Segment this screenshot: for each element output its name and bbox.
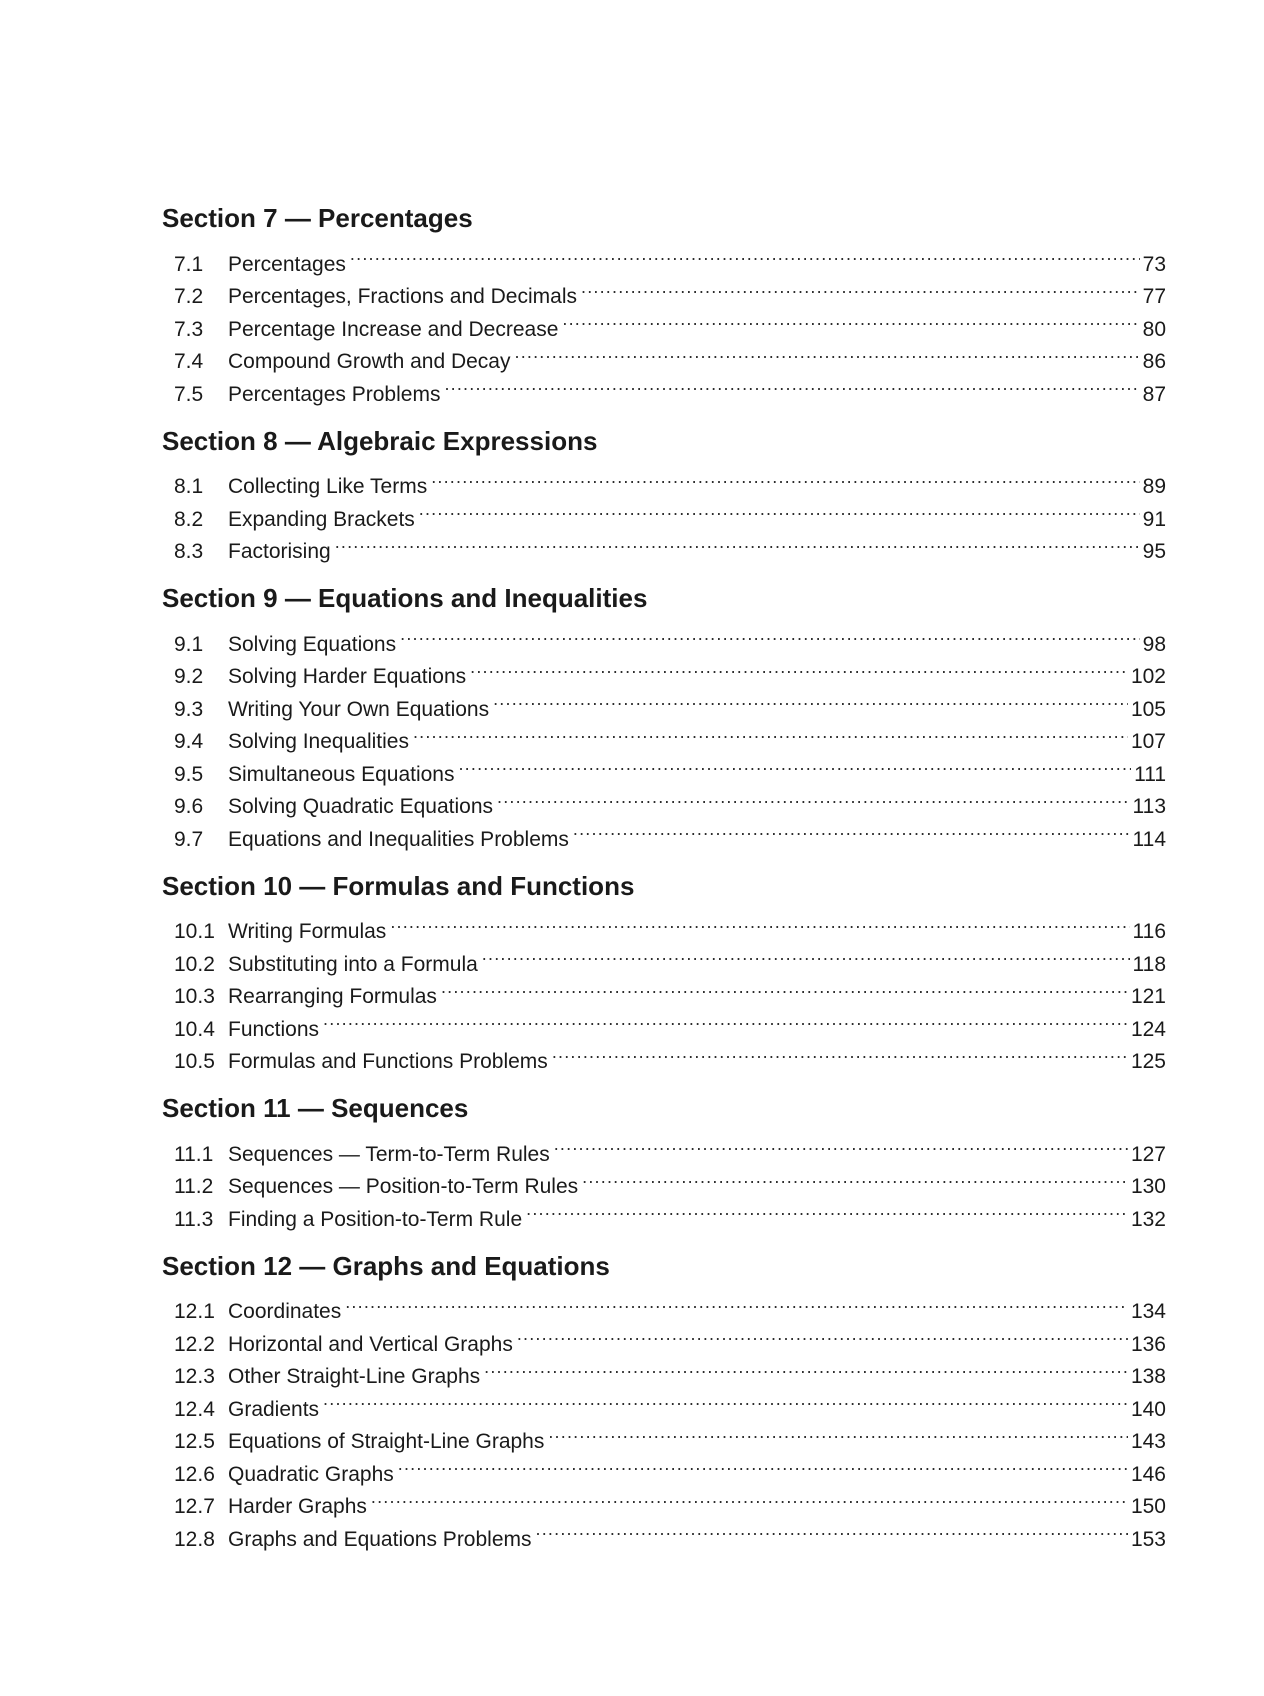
dot-leader — [562, 303, 1139, 336]
dot-leader — [323, 1003, 1128, 1036]
entry-label: Equations and Inequalities Problems — [228, 827, 569, 851]
dot-leader — [390, 906, 1129, 939]
dot-leader — [582, 1161, 1128, 1194]
entry-number: 9.2 — [174, 665, 204, 688]
dot-leader — [484, 1351, 1128, 1384]
entry-page: 116 — [1132, 920, 1166, 943]
entry-number: 12.5 — [174, 1430, 215, 1453]
entry-number: 7.5 — [174, 382, 204, 406]
entry-label: Substituting into a Formula — [228, 952, 478, 976]
entry-label: Graphs and Equations Problems — [228, 1527, 532, 1551]
entry-number: 10.3 — [174, 985, 215, 1008]
entry-number: 9.7 — [174, 827, 204, 851]
entry-label: Formulas and Functions Problems — [228, 1050, 548, 1073]
dot-leader — [400, 618, 1140, 651]
entry-label: Sequences — Position-to-Term Rules — [228, 1175, 579, 1198]
entry-label: Harder Graphs — [228, 1495, 367, 1518]
entry-page: 95 — [1142, 540, 1166, 563]
toc-entry — [162, 1128, 1166, 1166]
entry-number: 10.2 — [174, 952, 215, 976]
entry-page: 132 — [1130, 1207, 1166, 1231]
entry-page: 118 — [1132, 952, 1166, 976]
entry-number: 8.3 — [174, 540, 204, 563]
entry-number: 11.1 — [174, 1142, 214, 1166]
entry-page: 105 — [1130, 697, 1166, 721]
entry-label: Percentages Problems — [228, 382, 441, 406]
dot-leader — [441, 971, 1128, 1004]
toc-entry — [162, 906, 1166, 943]
dot-leader — [458, 748, 1131, 781]
entry-list — [162, 906, 1166, 1073]
dot-leader — [548, 1416, 1128, 1449]
entry-label: Equations of Straight-Line Graphs — [228, 1430, 545, 1453]
dot-leader — [536, 1513, 1128, 1546]
dot-leader — [345, 1286, 1128, 1319]
entry-page: 124 — [1130, 1017, 1166, 1041]
toc-section-8 — [162, 421, 1166, 563]
toc-entry — [162, 461, 1166, 498]
entry-number: 7.1 — [174, 252, 204, 276]
section-title: Section 10 — Formulas and Functions — [162, 870, 635, 901]
dot-leader — [581, 271, 1140, 304]
toc-entry — [162, 618, 1166, 656]
dot-leader — [517, 1318, 1128, 1351]
entry-page: 107 — [1130, 730, 1166, 753]
dot-leader — [323, 1383, 1128, 1416]
entry-label: Gradients — [228, 1397, 320, 1421]
entry-label: Writing Your Own Equations — [228, 697, 490, 721]
entry-page: 73 — [1142, 252, 1166, 276]
dot-leader — [431, 461, 1139, 494]
entry-number: 12.6 — [174, 1462, 215, 1486]
entry-label: Factorising — [228, 540, 331, 563]
section-title: Section 8 — Algebraic Expressions — [162, 425, 598, 456]
entry-number: 12.8 — [174, 1527, 215, 1551]
entry-number: 9.5 — [174, 762, 204, 786]
entry-list — [162, 238, 1166, 406]
entry-label: Solving Inequalities — [228, 730, 409, 753]
entry-page: 77 — [1142, 285, 1166, 308]
entry-number: 9.3 — [174, 697, 204, 721]
entry-label: Quadratic Graphs — [228, 1462, 394, 1486]
entry-page: 125 — [1130, 1050, 1166, 1073]
dot-leader — [371, 1481, 1128, 1514]
toc-section-12 — [162, 1246, 1166, 1551]
section-title: Section 7 — Percentages — [162, 203, 473, 233]
table-of-contents — [162, 198, 1166, 1566]
entry-page: 91 — [1142, 507, 1166, 531]
entry-page: 111 — [1134, 762, 1166, 786]
entry-page: 98 — [1142, 632, 1166, 656]
dot-leader — [515, 336, 1140, 369]
toc-section-7 — [162, 198, 1166, 406]
section-title: Section 9 — Equations and Inequalities — [162, 583, 648, 613]
dot-leader — [350, 238, 1140, 271]
entry-label: Solving Equations — [228, 632, 397, 656]
entry-number: 10.5 — [174, 1050, 215, 1073]
dot-leader — [497, 781, 1130, 814]
entry-page: 86 — [1142, 350, 1166, 373]
entry-page: 146 — [1130, 1462, 1166, 1486]
entry-label: Functions — [228, 1017, 320, 1041]
entry-number: 10.4 — [174, 1017, 215, 1041]
section-title: Section 11 — Sequences — [162, 1093, 469, 1123]
entry-page: 121 — [1130, 985, 1166, 1008]
entry-list — [162, 1286, 1166, 1551]
entry-number: 9.6 — [174, 795, 204, 818]
toc-section-11 — [162, 1088, 1166, 1231]
entry-page: 140 — [1130, 1397, 1166, 1421]
dot-leader — [444, 368, 1139, 401]
entry-list — [162, 461, 1166, 563]
entry-label: Finding a Position-to-Term Rule — [228, 1207, 523, 1231]
entry-page: 150 — [1130, 1495, 1166, 1518]
entry-page: 136 — [1130, 1332, 1166, 1356]
entry-label: Simultaneous Equations — [228, 762, 455, 786]
dot-leader — [419, 493, 1140, 526]
entry-label: Solving Harder Equations — [228, 665, 467, 688]
entry-page: 143 — [1130, 1430, 1166, 1453]
dot-leader — [573, 813, 1130, 846]
entry-page: 138 — [1130, 1365, 1166, 1388]
entry-label: Percentages — [228, 252, 346, 276]
section-title: Section 12 — Graphs and Equations — [162, 1250, 610, 1281]
entry-number: 7.2 — [174, 285, 204, 308]
entry-number: 12.2 — [174, 1332, 215, 1356]
dot-leader — [526, 1193, 1128, 1226]
toc-entry — [162, 1286, 1166, 1323]
entry-list — [162, 618, 1166, 851]
entry-number: 12.1 — [174, 1300, 215, 1323]
entry-number: 10.1 — [174, 920, 215, 943]
entry-label: Other Straight-Line Graphs — [228, 1365, 481, 1388]
entry-number: 12.4 — [174, 1397, 215, 1421]
entry-label: Solving Quadratic Equations — [228, 795, 493, 818]
entry-number: 12.3 — [174, 1365, 215, 1388]
entry-number: 11.2 — [174, 1175, 214, 1198]
entry-label: Sequences — Term-to-Term Rules — [228, 1142, 550, 1166]
entry-list — [162, 1128, 1166, 1231]
entry-page: 113 — [1132, 795, 1166, 818]
entry-label: Percentages, Fractions and Decimals — [228, 285, 577, 308]
entry-number: 8.1 — [174, 475, 204, 498]
entry-label: Expanding Brackets — [228, 507, 415, 531]
dot-leader — [493, 683, 1128, 716]
entry-label: Collecting Like Terms — [228, 475, 428, 498]
entry-page: 127 — [1130, 1142, 1166, 1166]
entry-number: 11.3 — [174, 1207, 214, 1231]
entry-number: 8.2 — [174, 507, 204, 531]
dot-leader — [552, 1036, 1128, 1069]
entry-number: 9.4 — [174, 730, 204, 753]
entry-label: Percentage Increase and Decrease — [228, 317, 559, 341]
entry-number: 9.1 — [174, 632, 204, 656]
entry-page: 153 — [1130, 1527, 1166, 1551]
entry-page: 102 — [1130, 665, 1166, 688]
dot-leader — [335, 526, 1140, 559]
dot-leader — [470, 651, 1128, 684]
entry-label: Horizontal and Vertical Graphs — [228, 1332, 513, 1356]
entry-page: 134 — [1130, 1300, 1166, 1323]
toc-section-10 — [162, 866, 1166, 1073]
entry-number: 7.4 — [174, 350, 204, 373]
entry-label: Writing Formulas — [228, 920, 387, 943]
dot-leader — [398, 1448, 1128, 1481]
entry-page: 80 — [1142, 317, 1166, 341]
entry-page: 130 — [1130, 1175, 1166, 1198]
toc-section-9 — [162, 578, 1166, 851]
entry-label: Rearranging Formulas — [228, 985, 437, 1008]
toc-entry — [162, 238, 1166, 276]
dot-leader — [554, 1128, 1128, 1161]
entry-page: 89 — [1142, 475, 1166, 498]
entry-page: 114 — [1132, 827, 1166, 851]
entry-number: 12.7 — [174, 1495, 215, 1518]
entry-number: 7.3 — [174, 317, 204, 341]
dot-leader — [413, 716, 1128, 749]
dot-leader — [482, 938, 1130, 971]
entry-label: Coordinates — [228, 1300, 342, 1323]
entry-page: 87 — [1142, 382, 1166, 406]
entry-label: Compound Growth and Decay — [228, 350, 511, 373]
